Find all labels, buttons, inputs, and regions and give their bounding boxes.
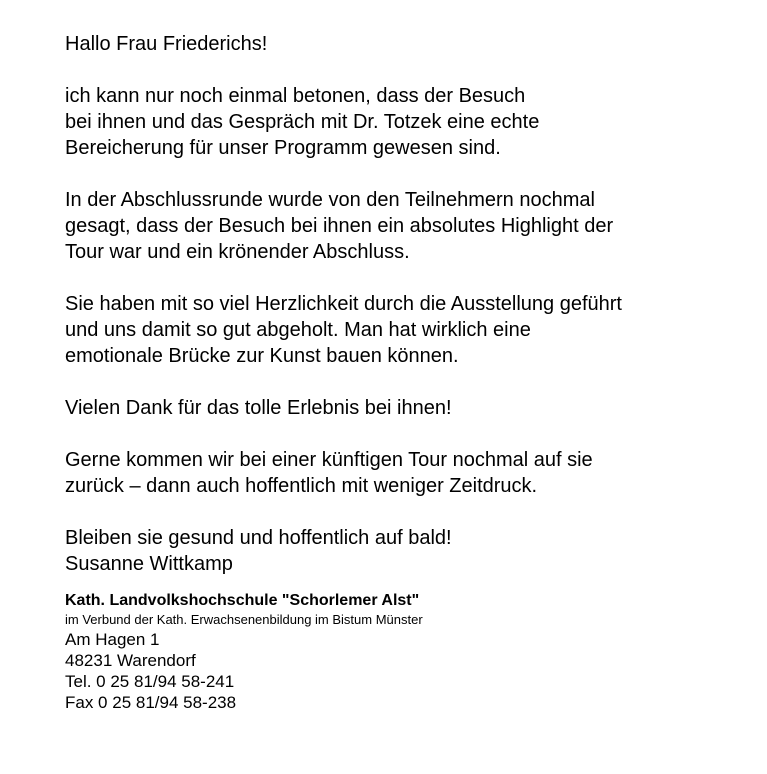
organization-subtitle: im Verbund der Kath. Erwachsenenbildung im Bistum Münster — [65, 612, 423, 627]
phone-number: Tel. 0 25 81/94 58-241 — [65, 672, 235, 691]
letter-page — [65, 31, 755, 713]
paragraph-gap — [65, 499, 755, 525]
paragraph-gap — [65, 265, 755, 291]
paragraph-line: emotionale Brücke zur Kunst bauen können. — [65, 345, 459, 367]
paragraph-gap — [65, 57, 755, 83]
closing — [65, 525, 755, 577]
paragraph-line: Tour war und ein krönender Abschluss. — [65, 241, 410, 263]
paragraph-line: und uns damit so gut abgeholt. Man hat wirklich eine — [65, 319, 531, 341]
paragraph-line: ich kann nur noch einmal betonen, dass der Besuch — [65, 85, 526, 107]
paragraph-line: Vielen Dank für das tolle Erlebnis bei ihnen! — [65, 397, 452, 419]
paragraph-gap — [65, 161, 755, 187]
signature-block — [65, 591, 755, 713]
paragraph-2 — [65, 187, 755, 265]
city-address: 48231 Warendorf — [65, 651, 196, 670]
paragraph-gap — [65, 369, 755, 395]
paragraph-line: bei ihnen und das Gespräch mit Dr. Totzek eine echte — [65, 111, 540, 133]
paragraph-5 — [65, 447, 755, 499]
sender-name: Susanne Wittkamp — [65, 553, 233, 575]
paragraph-line: Gerne kommen wir bei einer künftigen Tour nochmal auf sie — [65, 449, 593, 471]
paragraph-1 — [65, 83, 755, 161]
organization-name: Kath. Landvolkshochschule "Schorlemer Alst" — [65, 592, 420, 609]
paragraph-3 — [65, 291, 755, 369]
paragraph-line: In der Abschlussrunde wurde von den Teilnehmern nochmal — [65, 189, 595, 211]
street-address: Am Hagen 1 — [65, 630, 160, 649]
closing-line: Bleiben sie gesund und hoffentlich auf bald! — [65, 527, 452, 549]
paragraph-4 — [65, 395, 755, 421]
fax-number: Fax 0 25 81/94 58-238 — [65, 693, 237, 712]
greeting: Hallo Frau Friederichs! — [65, 33, 268, 55]
paragraph-line: Bereicherung für unser Programm gewesen sind. — [65, 137, 501, 159]
paragraph-gap — [65, 421, 755, 447]
paragraph-line: gesagt, dass der Besuch bei ihnen ein absolutes Highlight der — [65, 215, 614, 237]
paragraph-line: zurück – dann auch hoffentlich mit weniger Zeitdruck. — [65, 475, 538, 497]
paragraph-line: Sie haben mit so viel Herzlichkeit durch die Ausstellung geführt — [65, 293, 622, 315]
